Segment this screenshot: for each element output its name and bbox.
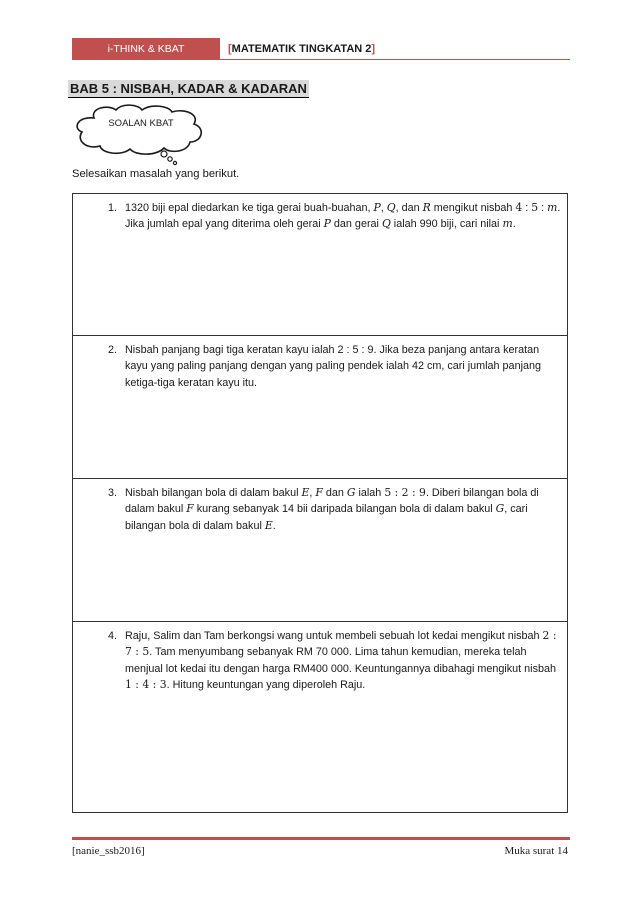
question-text: Nisbah panjang bagi tiga keratan kayu ialah 2 : 5 : 9. Jika beza panjang antara keratan kayu yang paling panjang dengan yang paling pendek ialah 42 cm, cari jumlah panjang ketiga-tiga keratan kayu itu. [125,344,541,389]
header-divider [72,59,570,60]
question-row-3 [73,479,568,622]
header-tab [72,38,220,59]
header-title [228,38,375,59]
question-table [72,193,568,813]
question-number: 2. [107,344,117,356]
header-tab-label: i-THINK & KBAT [107,42,185,55]
callout-label: SOALAN KBAT [108,118,174,129]
question-cell-1 [73,194,568,336]
thought-cloud-icon [72,104,210,166]
question-text: Nisbah bilangan bola di dalam bakul E, F dan G ialah 5 : 2 : 9. Diberi bilangan bola di dalam bakul F kurang sebanyak 14 bii daripada bilangan bola di dalam bakul G, cari bilangan bola di dalam bakul E. [125,486,539,532]
question-text: 1320 biji epal diedarkan ke tiga gerai buah-buahan, P, Q, dan R mengikut nisbah 4 : 5 : m. Jika jumlah epal yang diterima oleh gerai P dan gerai Q ialah 990 biji, cari nilai m. [125,201,561,231]
question-cell-3 [73,479,568,622]
header-bracket-open: [ [228,42,232,55]
page-number: Muka surat 14 [504,845,568,857]
question-number: 3. [107,487,117,499]
instruction-text: Selesaikan masalah yang berikut. [72,168,240,180]
header-title-text: MATEMATIK TINGKATAN 2 [231,42,372,55]
footer-author: [nanie_ssb2016] [72,845,145,857]
question-number: 1. [107,202,117,214]
header-bracket-close: ] [371,42,376,55]
question-cell-2 [73,336,568,479]
chapter-title: BAB 5 : NISBAH, KADAR & KADARAN [70,81,307,96]
question-number: 4. [107,630,117,642]
thought-cloud-callout [72,104,210,166]
question-row-2 [73,336,568,479]
question-text: Raju, Salim dan Tam berkongsi wang untuk membeli sebuah lot kedai mengikut nisbah 2 : 7 : 5. Tam menyumbang sebanyak RM 70 000. Lima tahun kemudian, mereka telah menjual lot kedai itu dengan harga RM400 000. Keuntungannya dibahagi mengikut nisbah 1 : 4 : 3. Hitung keuntungan yang diperoleh Raju. [125,629,557,692]
question-cell-4 [73,622,568,813]
question-row-4 [73,622,568,813]
footer-divider [72,837,570,840]
question-row-1 [73,194,568,336]
